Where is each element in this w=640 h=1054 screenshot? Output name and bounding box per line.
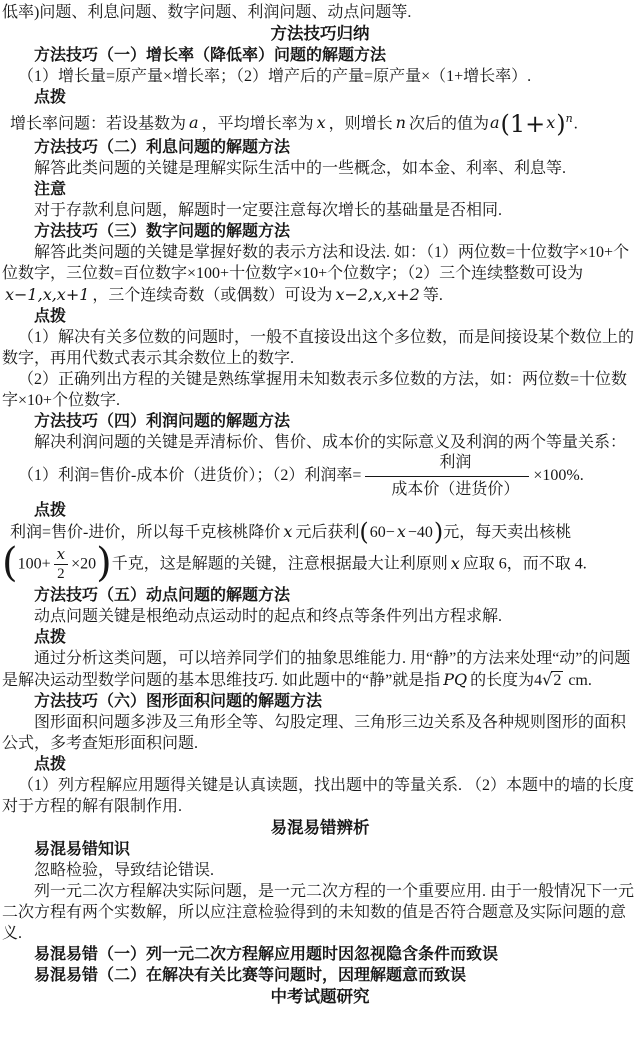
method-5-heading: 方法技巧（五）动点问题的解题方法 — [34, 586, 291, 604]
math-var-a: a — [489, 113, 500, 133]
fraction-x-over-2 — [53, 547, 69, 582]
method-6-heading: 方法技巧（六）图形面积问题的解题方法 — [34, 692, 323, 710]
close-paren: ) — [556, 109, 566, 138]
sqrt-expression — [534, 669, 563, 689]
tip-label-4: 点拨 — [34, 501, 67, 519]
fraction-denominator: 成本价（进货价） — [391, 480, 520, 498]
text-run: （1）利润=售价-成本价（进货价）；（2）利润率= — [18, 466, 362, 484]
tip-label-3: 点拨 — [34, 307, 67, 325]
radicand: 2 — [553, 671, 562, 689]
method-4-heading: 方法技巧（四）利润问题的解题方法 — [34, 412, 291, 430]
math-num: 100+ — [17, 555, 51, 573]
fraction-denominator: 2 — [57, 566, 65, 583]
text-run: 元，每天卖出核桃 — [443, 523, 572, 541]
method-4-tip-line2 — [2, 539, 638, 586]
fraction-numerator: 利润 — [365, 453, 529, 477]
note-label: 注意 — [34, 180, 67, 198]
method-3-body — [2, 242, 638, 306]
method-6-tip: （1）列方程解应用题得关键是认真读题，找出题中的等量关系. （2）本题中的墙的长度对于方程的解有限制作用. — [2, 776, 635, 815]
intro-tail-paragraph: 低率)问题、利息问题、数字问题、利润问题、动点问题等. — [2, 4, 412, 21]
math-num: −40 — [407, 523, 433, 541]
math-num: ×20 — [71, 555, 97, 573]
method-4-body: 解决利润问题的关键是弄清标价、售价、成本价的实际意义及利润的两个等量关系： — [34, 433, 627, 451]
math-num: 60− — [369, 523, 395, 541]
math-expr-consecutive-integers: x−1,x,x+1 — [5, 284, 90, 304]
fraction-numerator: x — [54, 547, 68, 565]
tip-label-5: 点拨 — [34, 628, 67, 646]
method-3-heading: 方法技巧（三）数字问题的解题方法 — [34, 222, 291, 240]
text-run: 次后的值为 — [408, 115, 489, 133]
text-run: 的长度为 — [470, 671, 535, 689]
method-2-heading: 方法技巧（二）利息问题的解题方法 — [34, 138, 291, 156]
section-title-exam: 中考试题研究 — [270, 987, 370, 1006]
text-run: 利润=售价-进价，所以每千克核桃降价 — [10, 523, 281, 541]
method-1-heading: 方法技巧（一）增长率（降低率）问题的解题方法 — [34, 47, 387, 64]
open-paren-big: ( — [2, 539, 18, 586]
math-var-pq: PQ — [443, 669, 468, 689]
text-run: ，三个连续奇数（或偶数）可设为 — [92, 286, 333, 304]
fraction-profit-rate — [365, 453, 529, 500]
math-var-x: x — [450, 553, 460, 573]
text-run: 解答此类问题的关键是掌握好数的表示方法和设法. 如：（1）两位数=十位数字×10+个位数字，三位数=百位数字×100+十位数字×10+个位数字；（2）三个连续整数可设为 — [2, 243, 630, 282]
text-run: 通过分析这类问题，可以培养同学们的抽象思维能力. 用“静”的方法来处理“动”的问题是解决运动型数学问题的基本思维技巧. 如此题中的“静”就是指 — [2, 649, 631, 689]
text-run: . — [573, 115, 578, 133]
method-6-body: 图形面积问题多涉及三角形全等、勾股定理、三角形三边关系及各种规则图形的面积公式，多考查矩形面积问题. — [2, 713, 627, 752]
math-var-x: x — [396, 521, 406, 541]
text-run: ，则增长 — [328, 115, 393, 133]
method-5-body: 动点问题关键是根绝动点运动时的起点和终点等条件列出方程求解. — [34, 607, 503, 625]
math-var-x: x — [546, 113, 556, 133]
method-4-formula — [2, 453, 638, 500]
method-1-body: （1）增长量=原产量×增长率；（2）增产后的产量=原产量×（1+增长率）. — [18, 68, 532, 85]
method-2-body: 解答此类问题的关键是理解实际生活中的一些概念，如本金、利率、利息等. — [34, 159, 567, 177]
tip-label-1: 点拨 — [34, 89, 67, 106]
errors-k1: 忽略检验，导致结论错误. — [34, 861, 215, 879]
method-3-tip1: （1）解决有关多位数的问题时，一般不直接设出这个多位数，而是间接设某个数位上的数字，再用代数式表示其余数位上的数字. — [2, 328, 635, 367]
sqrt-coefficient: 4 — [534, 671, 543, 689]
section-title-methods: 方法技巧归纳 — [270, 25, 370, 43]
text-run: 应取 6，而不取 4. — [462, 555, 587, 573]
text-run: 增长率问题：若设基数为 — [10, 115, 187, 133]
section-title-errors: 易混易错辨析 — [270, 818, 370, 837]
text-run: ，平均增长率为 — [201, 115, 314, 133]
text-run: 千克，这是解题的关键，注意根据最大让利原则 — [111, 555, 448, 573]
errors-item-2: 易混易错（二）在解决有关比赛等问题时，因理解题意而致误 — [34, 966, 467, 984]
math-var-x: x — [316, 113, 326, 133]
method-5-tip — [2, 648, 638, 691]
close-paren-big: ) — [96, 539, 112, 586]
errors-k2: 列一元二次方程解决实际问题，是一元二次方程的一个重要应用. 由于一般情况下一元二次方程有两个实数解，所以应注意检验得到的未知数的值是否符合题意及实际问题的意义. — [2, 882, 635, 942]
math-expr-consecutive-odds: x−2,x,x+2 — [335, 284, 420, 304]
errors-knowledge-heading: 易混易错知识 — [34, 840, 131, 858]
method-2-note: 对于存款利息问题，解题时一定要注意每次增长的基础量是否相同. — [34, 201, 503, 219]
close-paren: ) — [433, 517, 444, 546]
text-run: ×100%. — [533, 466, 584, 484]
math-var-n: n — [395, 113, 406, 133]
text-run: 元后获利 — [295, 523, 360, 541]
unit-cm: cm. — [568, 671, 592, 689]
method-3-tip2: （2）正确列出方程的关键是熟练掌握用未知数表示多位数的方法，如：两位数=十位数字×10+个位数字. — [2, 370, 628, 409]
math-var-x: x — [283, 521, 293, 541]
open-paren: (1+ — [500, 109, 546, 138]
math-exponent-n: n — [565, 112, 573, 125]
math-var-a: a — [189, 113, 199, 133]
radical-sign: √ — [542, 669, 553, 689]
method-1-tip — [2, 108, 638, 137]
tip-label-6: 点拨 — [34, 755, 67, 773]
open-paren: ( — [359, 517, 369, 546]
text-run: 等. — [422, 286, 443, 304]
errors-item-1: 易混易错（一）列一元二次方程解应用题时因忽视隐含条件而致误 — [34, 945, 499, 963]
